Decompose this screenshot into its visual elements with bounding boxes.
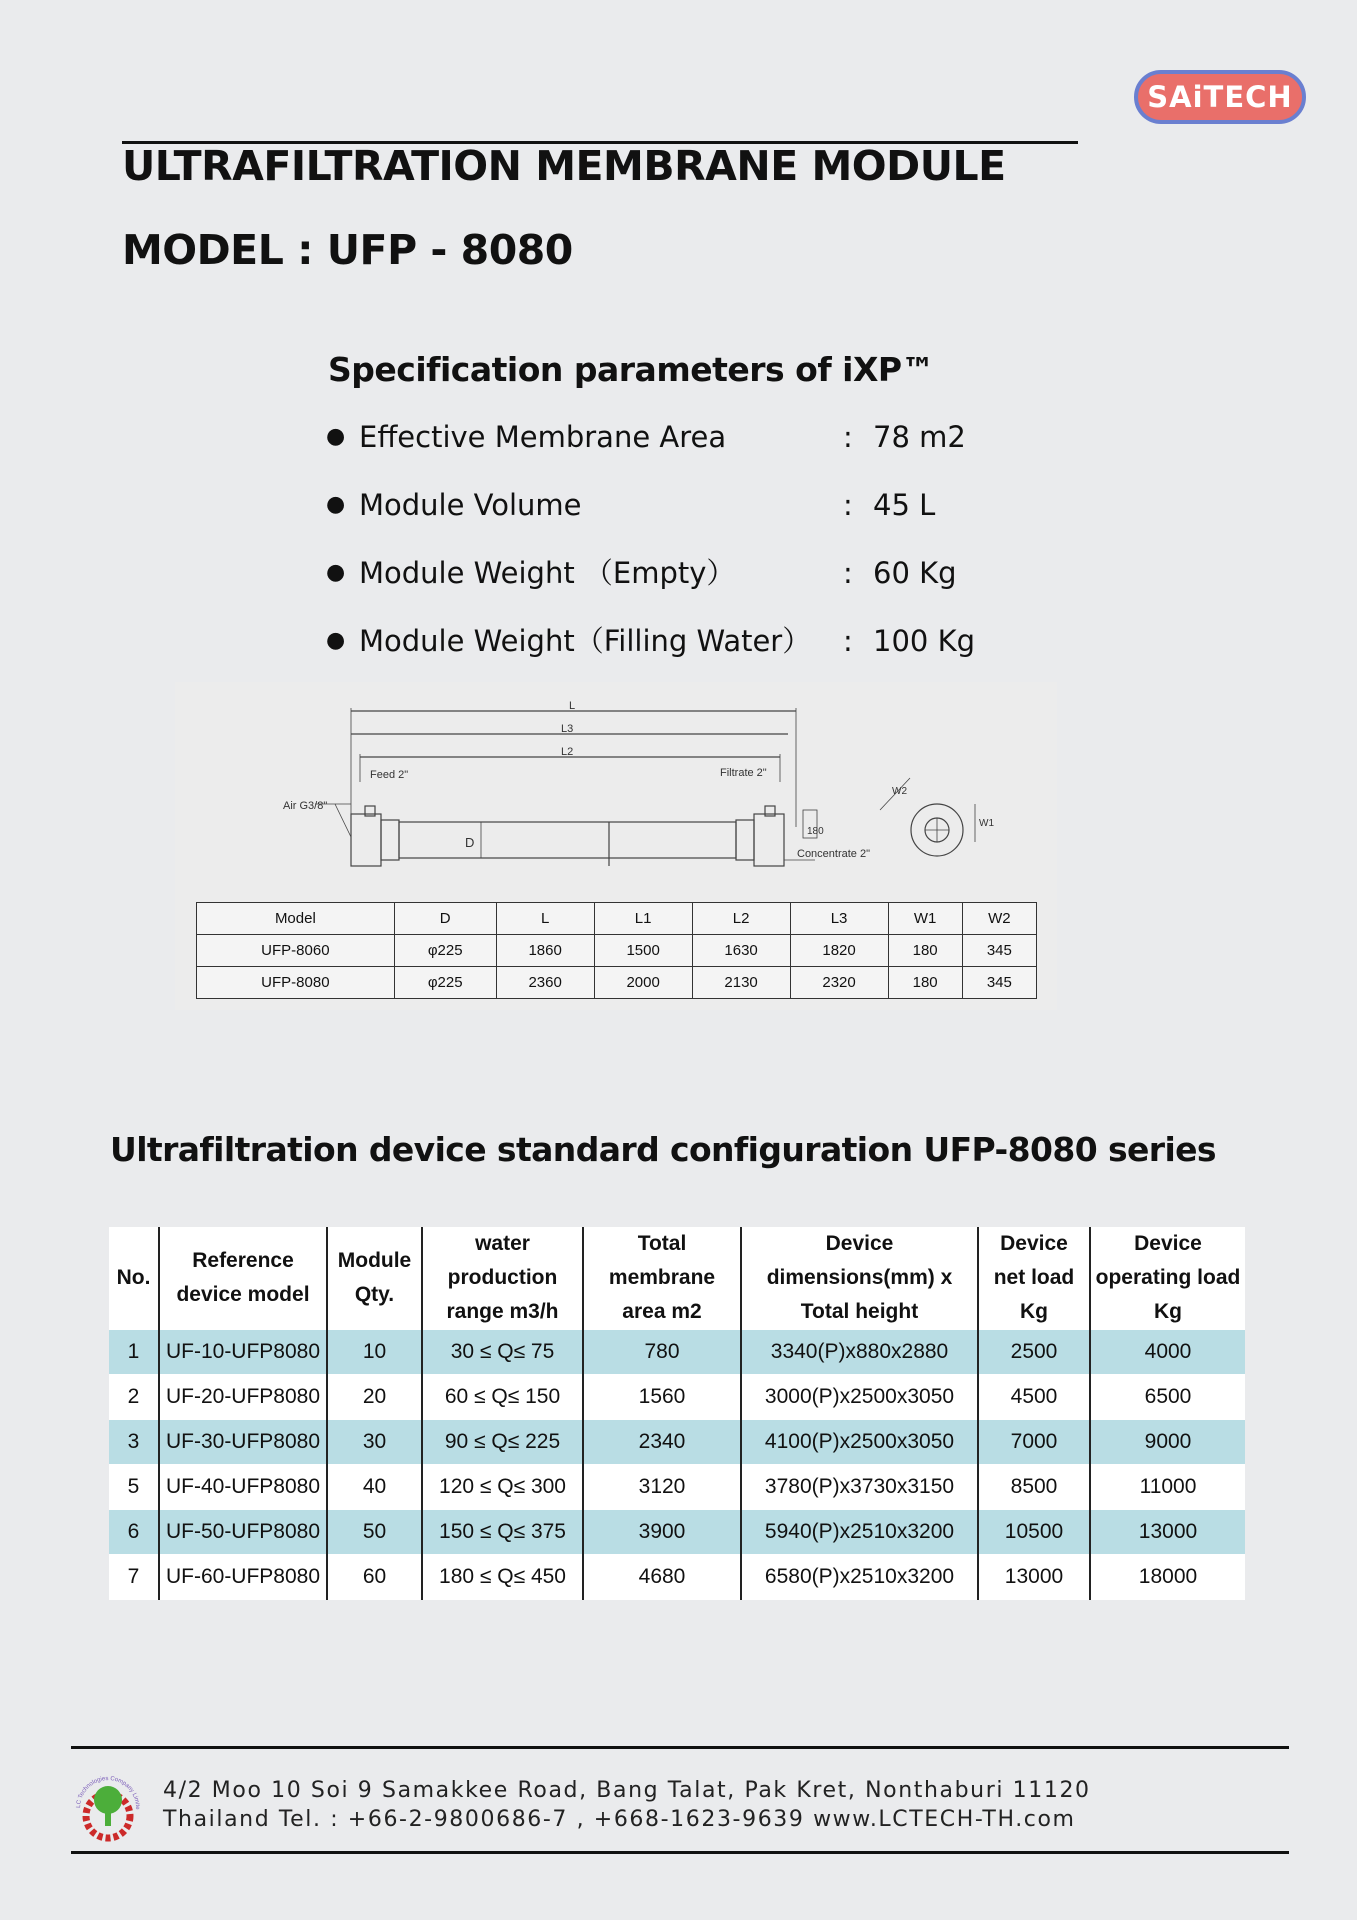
label-w2: W2 — [892, 786, 907, 797]
config-cell: 4100(P)x2500x3050 — [741, 1420, 978, 1465]
module-dimension-table — [196, 902, 1037, 999]
spec-value: 78 m2 — [873, 420, 966, 454]
config-header-text: Device — [1134, 1232, 1202, 1255]
config-header-text: Module — [337, 1249, 412, 1272]
dimension-cell: UFP-8060 — [197, 935, 395, 967]
config-header-cell — [1090, 1227, 1245, 1330]
config-header-cell — [327, 1227, 422, 1330]
dimension-cell: 2320 — [790, 967, 888, 999]
config-cell: 2500 — [978, 1330, 1090, 1375]
config-cell: 11000 — [1090, 1465, 1245, 1510]
config-cell: 4500 — [978, 1375, 1090, 1420]
dimension-header-cell: W2 — [962, 903, 1036, 935]
model-title: MODEL : UFP - 8080 — [122, 226, 573, 274]
config-cell: 13000 — [1090, 1510, 1245, 1555]
dimension-header-cell: Model — [197, 903, 395, 935]
spec-item — [326, 556, 1086, 624]
config-cell: 10500 — [978, 1510, 1090, 1555]
dimension-cell: 1500 — [594, 935, 692, 967]
spec-separator: : — [843, 420, 853, 454]
config-cell: UF-60-UFP8080 — [159, 1555, 327, 1600]
config-cell: 60 — [327, 1555, 422, 1600]
spec-label: Effective Membrane Area — [359, 420, 727, 454]
spec-item — [326, 420, 1086, 488]
config-cell: 7 — [109, 1555, 159, 1600]
config-cell: 1 — [109, 1330, 159, 1375]
config-cell: 10 — [327, 1330, 422, 1375]
dimension-cell: 345 — [962, 935, 1036, 967]
config-cell: 5 — [109, 1465, 159, 1510]
config-header-text: device model — [176, 1283, 310, 1306]
air-leader-diag — [335, 804, 351, 837]
config-cell: UF-20-UFP8080 — [159, 1375, 327, 1420]
config-header-cell — [978, 1227, 1090, 1330]
logo-ring-text: LC Technologies Company Limite — [75, 1775, 141, 1810]
end-flange-left — [381, 820, 399, 860]
label-w1: W1 — [979, 818, 994, 829]
config-cell: 3340(P)x880x2880 — [741, 1330, 978, 1375]
spec-label: Module Weight（Filling Water） — [359, 624, 812, 658]
end-cap-right — [754, 814, 784, 866]
dimension-table-row — [197, 935, 1037, 967]
config-header-cell — [159, 1227, 327, 1330]
lc-technologies-logo — [70, 1764, 146, 1844]
config-cell: 7000 — [978, 1420, 1090, 1465]
config-cell: 2340 — [583, 1420, 741, 1465]
config-header-text: net load — [993, 1266, 1075, 1289]
footer-rule-bottom — [71, 1851, 1289, 1854]
config-header-text: Total height — [800, 1300, 919, 1323]
dimension-cell: 345 — [962, 967, 1036, 999]
bullet-icon: ● — [326, 628, 346, 653]
label-d: D — [465, 835, 475, 850]
bullet-icon: ● — [326, 560, 346, 585]
dimension-cell: 1860 — [496, 935, 594, 967]
end-flange-right — [736, 820, 754, 860]
config-header-text: Total — [637, 1232, 687, 1255]
module-housing — [399, 822, 736, 858]
spec-separator: : — [843, 488, 853, 522]
config-cell: UF-50-UFP8080 — [159, 1510, 327, 1555]
config-cell: 18000 — [1090, 1555, 1245, 1600]
footer-rule-top — [71, 1746, 1289, 1749]
dimension-header-cell: L — [496, 903, 594, 935]
dimension-header-cell: L2 — [692, 903, 790, 935]
label-l2: L2 — [561, 746, 574, 758]
config-row — [109, 1555, 1245, 1600]
config-cell: UF-30-UFP8080 — [159, 1420, 327, 1465]
config-header-text: range m3/h — [446, 1300, 559, 1323]
dimension-table-row — [197, 967, 1037, 999]
spec-value: 100 Kg — [873, 624, 975, 658]
spec-heading: Specification parameters of iXP™ — [328, 350, 935, 389]
config-header-text: Device — [1000, 1232, 1068, 1255]
config-cell: 3780(P)x3730x3150 — [741, 1465, 978, 1510]
spec-separator: : — [843, 556, 853, 590]
dimension-header-cell: L3 — [790, 903, 888, 935]
config-cell: 3900 — [583, 1510, 741, 1555]
config-cell: 60 ≤ Q≤ 150 — [422, 1375, 583, 1420]
dimension-cell: φ225 — [394, 967, 496, 999]
config-cell: 3120 — [583, 1465, 741, 1510]
spec-label: Module Weight （Empty） — [359, 556, 736, 590]
dimension-cell: 1630 — [692, 935, 790, 967]
dimension-cell: 2360 — [496, 967, 594, 999]
config-header-text: water — [475, 1232, 530, 1255]
footer-contact: Thailand Tel. : +66-2-9800686-7 , +668-1623-9639 www.LCTECH-TH.com — [163, 1807, 1076, 1832]
saitech-logo-text: SAiTECH — [1147, 80, 1293, 114]
config-row — [109, 1420, 1245, 1465]
footer-address: 4/2 Moo 10 Soi 9 Samakkee Road, Bang Talat, Pak Kret, Nonthaburi 11120 — [163, 1778, 1091, 1803]
spec-value: 45 L — [873, 488, 936, 522]
label-air: Air G3/8" — [283, 800, 328, 812]
config-header-text: Kg — [1154, 1300, 1182, 1323]
config-cell: 3 — [109, 1420, 159, 1465]
config-header-cell — [741, 1227, 978, 1330]
config-header-text: operating load — [1095, 1266, 1241, 1289]
config-cell: 30 ≤ Q≤ 75 — [422, 1330, 583, 1375]
config-row — [109, 1465, 1245, 1510]
config-cell: 6 — [109, 1510, 159, 1555]
configuration-table — [109, 1227, 1245, 1600]
spec-item — [326, 488, 1086, 556]
config-row — [109, 1375, 1245, 1420]
config-cell: 30 — [327, 1420, 422, 1465]
dimension-cell: 1820 — [790, 935, 888, 967]
dimension-table-header-row — [197, 903, 1037, 935]
config-row — [109, 1330, 1245, 1375]
config-cell: 40 — [327, 1465, 422, 1510]
config-header-cell — [422, 1227, 583, 1330]
dimension-header-cell: D — [394, 903, 496, 935]
config-header-text: membrane — [608, 1266, 716, 1289]
config-cell: 9000 — [1090, 1420, 1245, 1465]
config-cell: 780 — [583, 1330, 741, 1375]
config-cell: 6500 — [1090, 1375, 1245, 1420]
dimension-cell: φ225 — [394, 935, 496, 967]
config-cell: 120 ≤ Q≤ 300 — [422, 1465, 583, 1510]
config-header-row — [109, 1227, 1245, 1330]
config-row — [109, 1510, 1245, 1555]
tree-trunk — [105, 1808, 111, 1826]
spec-list — [326, 420, 1086, 692]
config-cell: 3000(P)x2500x3050 — [741, 1375, 978, 1420]
config-header-text: Device — [825, 1232, 894, 1255]
dimension-cell: 180 — [888, 935, 962, 967]
config-cell: 13000 — [978, 1555, 1090, 1600]
config-cell: 6580(P)x2510x3200 — [741, 1555, 978, 1600]
config-heading: Ultrafiltration device standard configuration UFP-8080 series — [110, 1130, 1216, 1169]
dimension-cell: UFP-8080 — [197, 967, 395, 999]
dimension-cell: 2000 — [594, 967, 692, 999]
config-header-text: dimensions(mm) x — [766, 1266, 953, 1289]
label-feed: Feed 2" — [370, 769, 409, 781]
config-header-cell — [583, 1227, 741, 1330]
dimension-cell: 2130 — [692, 967, 790, 999]
config-cell: 50 — [327, 1510, 422, 1555]
label-l: L — [569, 700, 576, 712]
label-l3: L3 — [561, 723, 574, 735]
spec-label: Module Volume — [359, 488, 582, 522]
config-cell: 5940(P)x2510x3200 — [741, 1510, 978, 1555]
config-cell: 2 — [109, 1375, 159, 1420]
saitech-logo — [1134, 70, 1306, 124]
document-title: ULTRAFILTRATION MEMBRANE MODULE — [122, 142, 1006, 190]
label-filtrate: Filtrate 2" — [720, 767, 767, 779]
config-header-text: area m2 — [622, 1300, 702, 1323]
config-cell: 150 ≤ Q≤ 375 — [422, 1510, 583, 1555]
config-header-text: Kg — [1020, 1300, 1048, 1323]
dimension-cell: 180 — [888, 967, 962, 999]
config-header-text: No. — [116, 1266, 151, 1289]
config-header-text: production — [447, 1266, 558, 1289]
bullet-icon: ● — [326, 492, 346, 517]
config-cell: 8500 — [978, 1465, 1090, 1510]
spec-separator: : — [843, 624, 853, 658]
config-header-text: Reference — [192, 1249, 294, 1272]
spec-value: 60 Kg — [873, 556, 957, 590]
config-header-text: Qty. — [354, 1283, 395, 1306]
config-header-cell — [109, 1227, 159, 1330]
config-cell: 4680 — [583, 1555, 741, 1600]
config-cell: UF-40-UFP8080 — [159, 1465, 327, 1510]
config-cell: 20 — [327, 1375, 422, 1420]
module-drawing-panel — [175, 682, 1057, 1010]
config-cell: 4000 — [1090, 1330, 1245, 1375]
bullet-icon: ● — [326, 424, 346, 449]
config-cell: UF-10-UFP8080 — [159, 1330, 327, 1375]
label-concentrate: Concentrate 2" — [797, 848, 871, 860]
config-cell: 1560 — [583, 1375, 741, 1420]
config-cell: 180 ≤ Q≤ 450 — [422, 1555, 583, 1600]
label-180: 180 — [807, 826, 824, 837]
membrane-module-drawing — [175, 682, 1057, 897]
dimension-header-cell: W1 — [888, 903, 962, 935]
config-cell: 90 ≤ Q≤ 225 — [422, 1420, 583, 1465]
dimension-header-cell: L1 — [594, 903, 692, 935]
end-cap-left — [351, 814, 381, 866]
